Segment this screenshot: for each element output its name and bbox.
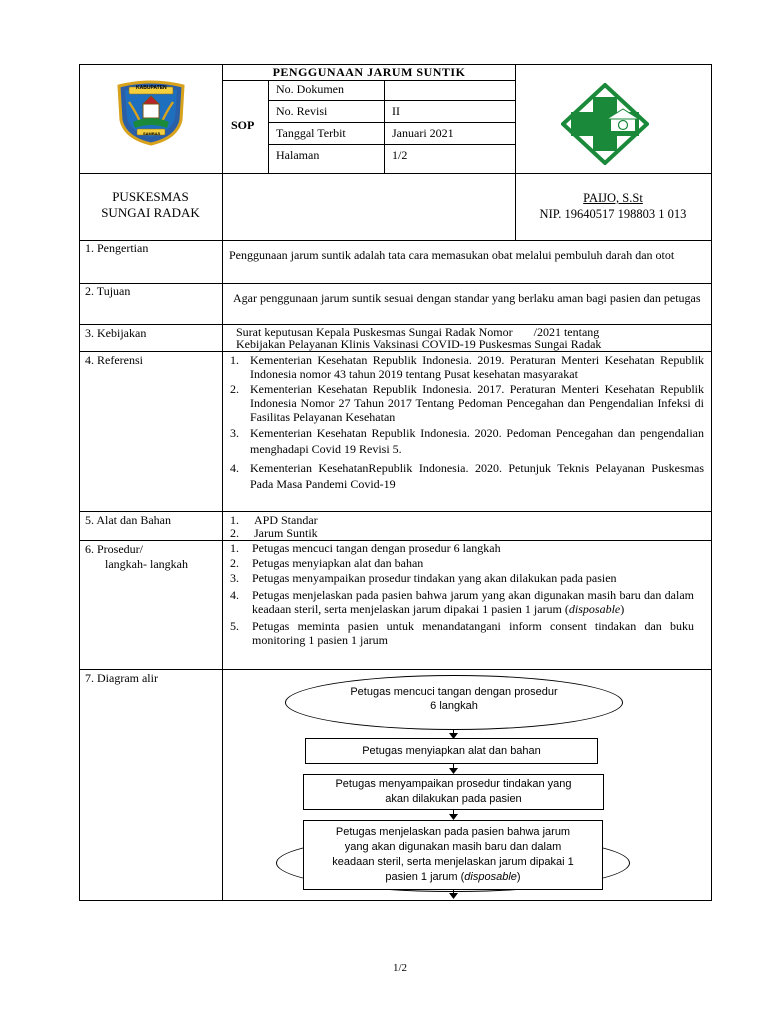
section-label-prosedur: 6. Prosedur/ — [85, 542, 143, 556]
list-item — [230, 588, 694, 616]
item-number: 2. — [230, 556, 239, 570]
item-text: Petugas menjelaskan pada pasien bahwa jarum yang akan digunakan masih baru dan dalam keadaan steril, serta menjelaskan jarum dipakai 1 pasien 1 jarum ( — [252, 588, 694, 616]
signer-name: PAIJO, S.St — [583, 191, 643, 205]
list-item — [230, 557, 694, 570]
item-number: 4. — [230, 461, 239, 475]
item-number: 3. — [230, 426, 239, 440]
item-number: 3. — [230, 571, 239, 585]
org-name-line1: PUSKESMAS — [112, 189, 189, 204]
section-label-pengertian: 1. Pengertian — [85, 241, 149, 255]
alat-item-number-1: 1. — [230, 513, 239, 527]
item-text: Petugas mencuci tangan dengan prosedur 6 langkah — [252, 541, 501, 555]
list-item — [230, 460, 704, 492]
flow-step2-text: Petugas menyiapkan alat dan bahan — [362, 744, 541, 757]
item-number: 2. — [230, 382, 239, 396]
field-label-halaman: Halaman — [276, 148, 320, 162]
tujuan-text: Agar penggunaan jarum suntik sesuai dengan standar yang berlaku aman bagi pasien dan petugas — [233, 291, 701, 305]
field-label-no-revisi: No. Revisi — [276, 104, 328, 118]
field-label-no-dokumen: No. Dokumen — [276, 82, 344, 96]
item-text: Kementerian Kesehatan Republik Indonesia. 2017. Peraturan Menteri Kesehatan Republik Indonesia Nomor 27 Tahun 2017 Tentang Pedoman Pencegahan dan Pengendalian Infeksi di Fasilitas Pelayanan Kesehatan — [250, 382, 704, 424]
pengertian-text: Penggunaan jarum suntik adalah tata cara memasukan obat melalui pembuluh darah dan otot — [229, 248, 675, 262]
flow-step4-box — [303, 820, 603, 890]
flow-step4-line2: yang akan digunakan masih baru dan dalam — [344, 841, 562, 853]
list-item — [230, 425, 704, 457]
item-text-end: ) — [620, 602, 625, 616]
list-item — [230, 353, 704, 381]
item-number: 4. — [230, 588, 239, 602]
section-label-referensi: 4. Referensi — [85, 353, 143, 367]
list-item — [230, 382, 704, 424]
section-label-tujuan: 2. Tujuan — [85, 284, 131, 298]
field-value-halaman: 1/2 — [392, 148, 408, 162]
field-value-tanggal-terbit: Januari 2021 — [392, 126, 454, 140]
item-text: Kementerian KesehatanRepublik Indonesia. 2020. Petunjuk Teknis Pelayanan Puskesmas Pada Masa Pandemi Covid-19 — [250, 461, 704, 491]
referensi-list — [230, 353, 704, 492]
item-number: 5. — [230, 619, 239, 633]
alat-item-text-1: APD Standar — [254, 513, 318, 527]
sop-title: PENGGUNAAN JARUM SUNTIK — [272, 65, 466, 79]
flow-step4-line3: keadaan steril, serta menjelaskan jarum dipakai 1 — [332, 856, 574, 868]
list-item — [230, 619, 694, 647]
flow-step1-line2: 6 langkah — [430, 700, 478, 712]
field-label-tanggal-terbit: Tanggal Terbit — [276, 126, 346, 140]
alat-item-number-2: 2. — [230, 526, 239, 540]
flow-step3-line2: akan dilakukan pada pasien — [385, 793, 522, 805]
item-number: 1. — [230, 541, 239, 555]
item-text: Kementerian Kesehatan Republik Indonesia. 2019. Peraturan Menteri Kesehatan Republik Indonesia nomor 43 tahun 2019 tentang Pusat kesehatan masyarakat — [250, 353, 704, 381]
prosedur-list — [230, 542, 694, 647]
section-label-alat-bahan: 5. Alat dan Bahan — [85, 513, 171, 527]
item-text: Petugas menyiapkan alat dan bahan — [252, 556, 424, 570]
logo-text-bottom: SAMBAS — [143, 131, 161, 136]
alat-item-text-2: Jarum Suntik — [254, 526, 318, 540]
page-number: 1/2 — [392, 962, 408, 974]
flow-step3-box — [303, 774, 604, 810]
flow-step4-line4 — [385, 870, 520, 885]
list-item — [230, 572, 694, 585]
item-text: Petugas menyampaikan prosedur tindakan yang akan dilakukan pada pasien — [252, 571, 617, 585]
arrow-head-icon — [449, 893, 458, 899]
flow-step4-line4-after: ) — [516, 871, 521, 883]
field-value-no-revisi: II — [392, 104, 400, 118]
flow-step3-line1: Petugas menyampaikan prosedur tindakan yang — [335, 778, 572, 790]
puskesmas-logo — [561, 83, 649, 165]
kebijakan-line1: Surat keputusan Kepala Puskesmas Sungai Radak Nomor /2021 tentang — [236, 325, 600, 339]
org-name-line2: SUNGAI RADAK — [101, 205, 200, 220]
section-label-kebijakan: 3. Kebijakan — [85, 326, 147, 340]
kebijakan-line2: Kebijakan Pelayanan Klinis Vaksinasi COVID-19 Puskesmas Sungai Radak — [236, 337, 602, 351]
sop-label: SOP — [231, 118, 255, 132]
section-label-prosedur-2: langkah- langkah — [105, 557, 188, 571]
item-text: Kementerian Kesehatan Republik Indonesia. 2020. Pedoman Pencegahan dan pengendalian menghadapi Covid 19 Revisi 5. — [250, 426, 704, 456]
signer-nip: NIP. 19640517 198803 1 013 — [539, 207, 687, 221]
item-number: 1. — [230, 353, 239, 367]
section-label-diagram: 7. Diagram alir — [85, 671, 158, 685]
logo-text-top: KABUPATEN — [136, 85, 167, 91]
item-text: Petugas meminta pasien untuk menandatangani inform consent tindakan dan buku monitoring 1 pasien 1 jarum — [252, 619, 694, 647]
list-item — [230, 542, 694, 555]
flow-step2-box — [305, 738, 598, 764]
flow-step4-italic: disposable — [464, 871, 517, 883]
flow-step4-line1: Petugas menjelaskan pada pasien bahwa jarum — [335, 826, 571, 838]
flow-step4-line4-before: pasien 1 jarum ( — [385, 871, 465, 883]
item-text-italic: disposable — [568, 602, 621, 616]
flow-step1-line1: Petugas mencuci tangan dengan prosedur — [350, 686, 558, 698]
